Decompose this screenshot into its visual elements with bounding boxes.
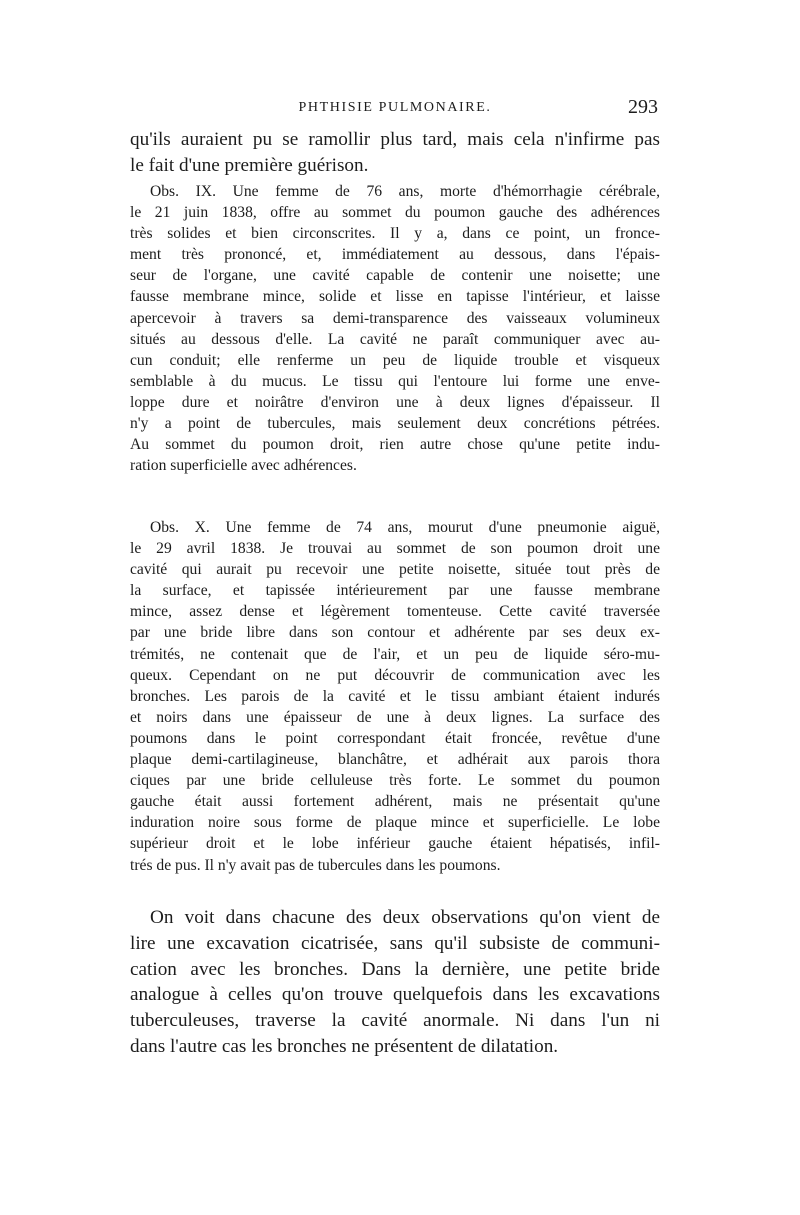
paragraph-continuation: [130, 127, 660, 179]
text-line: ment très prononcé, et, immédiatement au dessous, dans l'épais-: [130, 246, 660, 264]
running-title: PHTHISIE PULMONAIRE.: [298, 100, 492, 115]
text-line: ciques par une bride celluleuse très forte. Le sommet du poumon: [130, 772, 660, 790]
text-line: cun conduit; elle renferme un peu de liquide trouble et visqueux: [130, 351, 660, 369]
text-line: seur de l'organe, une cavité capable de contenir une noisette; une: [130, 267, 660, 285]
text-line: bronches. Les parois de la cavité et le tissu ambiant étaient indurés: [130, 687, 660, 705]
text-line: tuberculeuses, traverse la cavité anormale. Ni dans l'un ni: [130, 1010, 660, 1032]
text-line: poumons dans le point correspondant était froncée, revêtue d'une: [130, 729, 660, 747]
text-line: apercevoir à travers sa demi-transparence des vaisseaux volumineux: [130, 309, 660, 327]
text-line: la surface, et tapissée intérieurement par une fausse membrane: [130, 582, 660, 600]
text-line: ration superficielle avec adhérences.: [130, 457, 357, 475]
text-line: lire une excavation cicatrisée, sans qu'il subsiste de communi-: [130, 932, 660, 954]
text-line: loppe dure et noirâtre d'environ une à deux lignes d'épaisseur. Il: [130, 393, 660, 411]
text-line: situés au dessous d'elle. La cavité ne paraît communiquer avec au-: [130, 330, 660, 348]
text-line: On voit dans chacune des deux observations qu'on vient de: [150, 907, 660, 928]
text-line: Obs. IX. Une femme de 76 ans, morte d'hémorrhagie cérébrale,: [150, 183, 660, 200]
text-line: et noirs dans une épaisseur de une à deux lignes. La surface des: [130, 708, 660, 726]
text-line: cation avec les bronches. Dans la dernière, une petite bride: [130, 958, 660, 980]
text-line: analogue à celles qu'on trouve quelquefois dans les excavations: [130, 984, 660, 1006]
text-line: queux. Cependant on ne put découvrir de communication avec les: [130, 666, 660, 684]
observation-ix: [130, 181, 660, 476]
text-line: Au sommet du poumon droit, rien autre chose qu'une petite indu-: [130, 436, 660, 454]
closing-paragraph: [130, 905, 660, 1060]
text-line: gauche était aussi fortement adhérent, mais ne présentait qu'une: [130, 793, 660, 811]
text-line: mince, assez dense et légèrement tomenteuse. Cette cavité traversée: [130, 603, 660, 621]
text-line: le 29 avril 1838. Je trouvai au sommet de son poumon droit une: [130, 540, 660, 558]
text-line: dans l'autre cas les bronches ne présentent de dilatation.: [130, 1035, 559, 1057]
text-line: induration noire sous forme de plaque mince et superficielle. Le lobe: [130, 814, 660, 832]
text-line: fausse membrane mince, solide et lisse en tapisse l'intérieur, et laisse: [130, 288, 660, 306]
text-line: Obs. X. Une femme de 74 ans, mourut d'une pneumonie aiguë,: [150, 519, 660, 536]
text-line: le 21 juin 1838, offre au sommet du poumon gauche des adhérences: [130, 204, 660, 222]
text-line: très solides et bien circonscrites. Il y a, dans ce point, un fronce-: [130, 225, 660, 243]
page-header: [130, 96, 660, 120]
text-line: par une bride libre dans son contour et adhérente par ses deux ex-: [130, 624, 660, 642]
text-line: cavité qui aurait pu recevoir une petite noisette, située tout près de: [130, 561, 660, 579]
text-line: le fait d'une première guérison.: [130, 154, 369, 176]
observation-x: [130, 517, 660, 876]
text-line: supérieur droit et le lobe inférieur gauche étaient hépatisés, infil-: [130, 835, 660, 853]
text-line: plaque demi-cartilagineuse, blanchâtre, et adhérait aux parois thora: [130, 751, 660, 769]
text-line: qu'ils auraient pu se ramollir plus tard, mais cela n'infirme pas: [130, 129, 660, 150]
text-line: trés de pus. Il n'y avait pas de tubercules dans les poumons.: [130, 856, 501, 874]
page-number: 293: [628, 96, 658, 118]
text-line: trémités, ne contenait que de l'air, et un peu de liquide séro-mu-: [130, 645, 660, 663]
text-line: n'y a point de tubercules, mais seulement deux concrétions pétrées.: [130, 415, 660, 433]
text-line: semblable à du mucus. Le tissu qui l'entoure lui forme une enve-: [130, 372, 660, 390]
